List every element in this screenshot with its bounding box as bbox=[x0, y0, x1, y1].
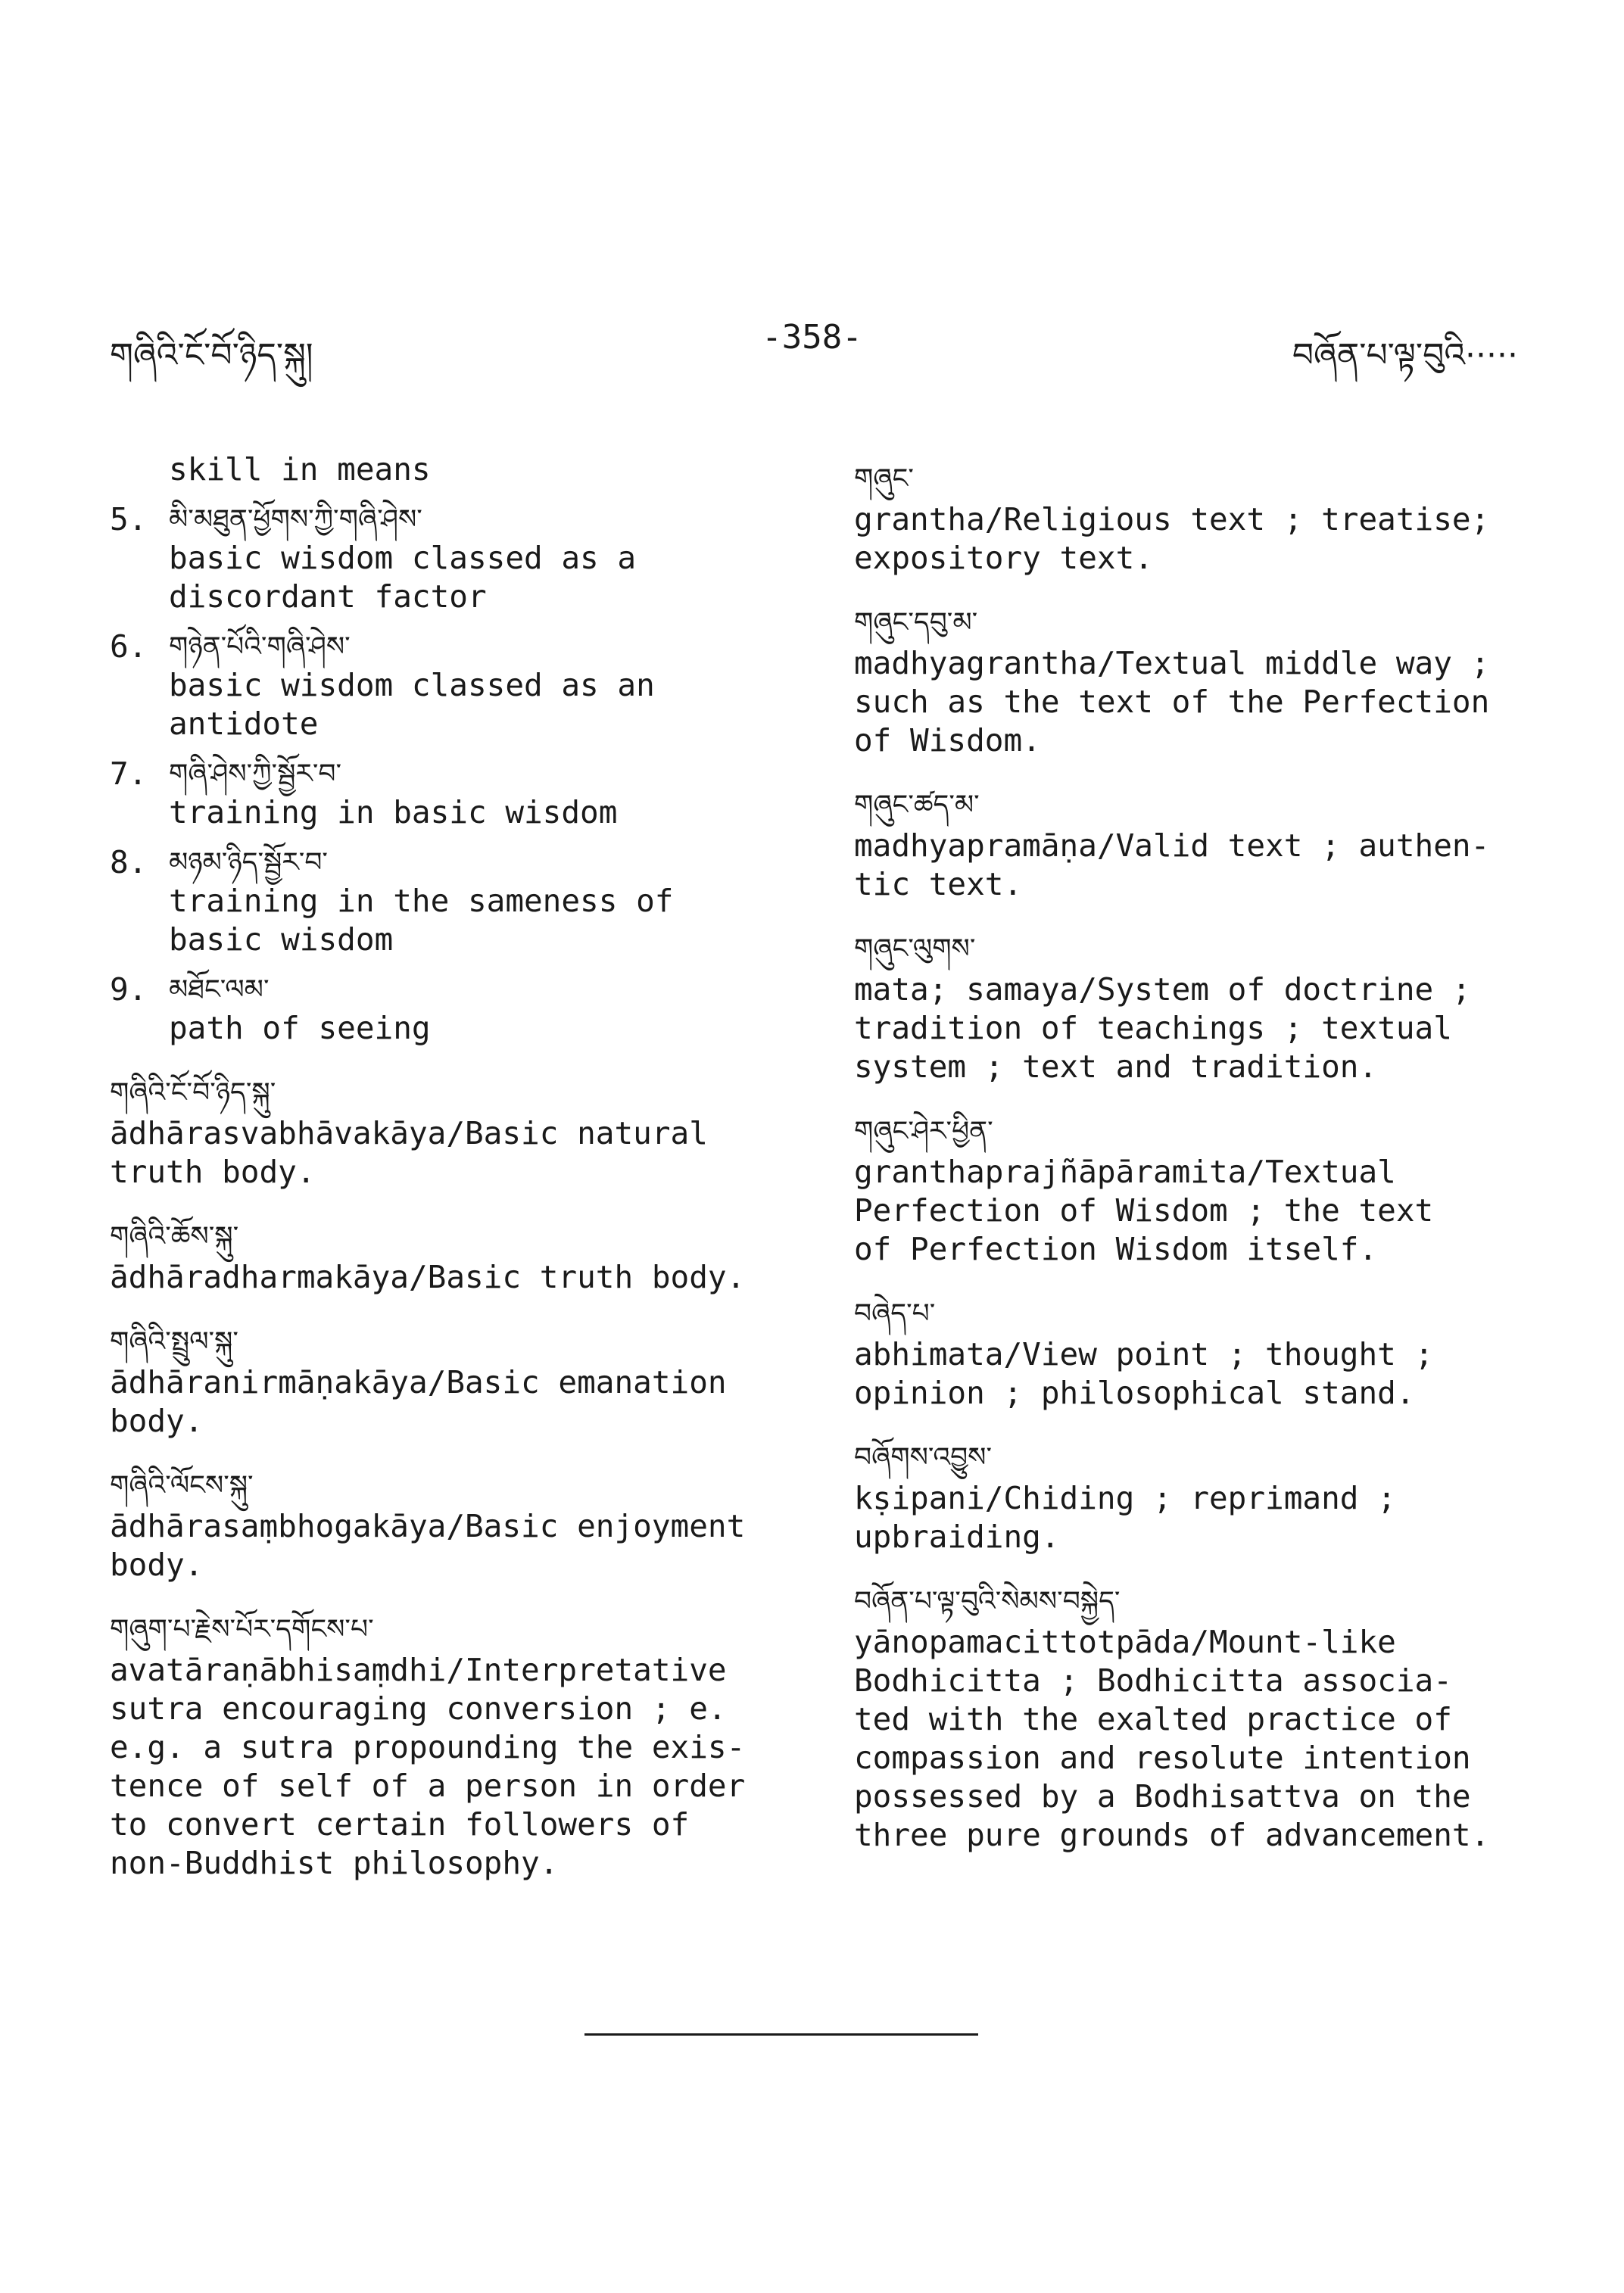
continuation-line: skill in means bbox=[169, 451, 431, 488]
entry-line: e.g. a sutra propounding the exis- bbox=[110, 1729, 746, 1765]
item-gloss-line: path of seeing bbox=[169, 1010, 431, 1046]
entry-headword: གཞུང་དབུ་མ་ bbox=[854, 607, 978, 638]
dictionary-entry bbox=[854, 1285, 1535, 1413]
item-tibetan: གཞི་ཤེས་ཀྱི་སྦྱོར་བ་ bbox=[169, 759, 342, 790]
dictionary-entry bbox=[854, 1573, 1535, 1855]
entry-line: Perfection of Wisdom ; the text bbox=[854, 1192, 1434, 1229]
item-number: 9. bbox=[110, 971, 148, 1008]
item-tibetan: མི་མཐུན་ཕྱོགས་ཀྱི་གཞི་ཤེས་ bbox=[169, 504, 422, 535]
item-gloss-line: basic wisdom bbox=[169, 921, 394, 958]
entry-headword: གཞུང་ཚད་མ་ bbox=[854, 790, 980, 821]
entry-headword: གཞིའི་ངོ་བོ་ཉིད་སྐུ་ bbox=[110, 1077, 276, 1108]
dictionary-entry bbox=[110, 1313, 791, 1441]
entry-line: ādhārasaṃbhogakāya/Basic enjoyment bbox=[110, 1508, 746, 1544]
entry-line: ādhāranirmāṇakāya/Basic emanation bbox=[110, 1364, 727, 1400]
item-gloss-line: training in the sameness of bbox=[169, 883, 674, 919]
item-tibetan: མཐོང་ལམ་ bbox=[169, 974, 270, 1005]
entry-line: of Wisdom. bbox=[854, 722, 1041, 759]
dictionary-entry bbox=[854, 450, 1535, 578]
entry-headword: གཞིའི་སྤྲུལ་སྐུ་ bbox=[110, 1326, 238, 1357]
numbered-item bbox=[110, 959, 791, 1009]
entry-line: abhimata/View point ; thought ; bbox=[854, 1336, 1434, 1372]
dictionary-entry bbox=[854, 594, 1535, 760]
item-tibetan: མཉམ་ཉིད་སྦྱོར་བ་ bbox=[169, 847, 328, 878]
right-column bbox=[854, 450, 1535, 1855]
entry-line: of Perfection Wisdom itself. bbox=[854, 1231, 1378, 1267]
entry-headword: གཞུང་ཤེར་ཕྱིན་ bbox=[854, 1116, 993, 1147]
entry-line: granthaprajñāpāramita/Textual bbox=[854, 1154, 1396, 1190]
entry-line: madhyagrantha/Textual middle way ; bbox=[854, 645, 1490, 681]
entry-line: yānopamacittotpāda/Mount-like bbox=[854, 1624, 1396, 1660]
entry-line: non-Buddhist philosophy. bbox=[110, 1845, 559, 1881]
entry-line: ādhārasvabhāvakāya/Basic natural bbox=[110, 1115, 708, 1151]
entry-line: Bodhicitta ; Bodhicitta associa- bbox=[854, 1662, 1452, 1699]
entry-headword: གཞིའི་ཆོས་སྐུ་ bbox=[110, 1221, 239, 1252]
item-gloss-line: basic wisdom classed as an bbox=[169, 667, 655, 703]
entry-line: ted with the exalted practice of bbox=[854, 1701, 1452, 1737]
item-number: 7. bbox=[110, 756, 148, 792]
entry-line: avatāraṇābhisaṃdhi/Interpretative bbox=[110, 1652, 727, 1688]
entry-line: tence of self of a person in order bbox=[110, 1768, 746, 1804]
entry-headword: གཞུང་ bbox=[854, 463, 914, 494]
entry-line: sutra encouraging conversion ; e. bbox=[110, 1690, 727, 1727]
entry-headword: བཞེད་པ་ bbox=[854, 1298, 936, 1329]
entry-headword: གཞིའི་ལོངས་སྐུ་ bbox=[110, 1470, 254, 1501]
entry-line: compassion and resolute intention bbox=[854, 1740, 1471, 1776]
entry-line: kṣipani/Chiding ; reprimand ; bbox=[854, 1480, 1396, 1516]
dictionary-entry bbox=[110, 1208, 791, 1297]
entry-line: opinion ; philosophical stand. bbox=[854, 1375, 1415, 1411]
entry-line: such as the text of the Perfection bbox=[854, 684, 1490, 720]
item-gloss-line: training in basic wisdom bbox=[169, 794, 618, 830]
entry-line: body. bbox=[110, 1547, 204, 1583]
entry-line: three pure grounds of advancement. bbox=[854, 1817, 1490, 1853]
dictionary-entry bbox=[110, 1601, 791, 1883]
dictionary-entry bbox=[854, 1103, 1535, 1269]
entry-line: body. bbox=[110, 1403, 204, 1439]
entry-line: upbraiding. bbox=[854, 1519, 1060, 1555]
entry-line: truth body. bbox=[110, 1154, 316, 1190]
entry-headword: གཞུང་ལུགས་ bbox=[854, 933, 976, 964]
entry-line: to convert certain followers of bbox=[110, 1806, 690, 1843]
item-gloss-line: antidote bbox=[169, 706, 319, 742]
entry-line: grantha/Religious text ; treatise; bbox=[854, 501, 1490, 537]
running-head-left: གཞིའི་ངོ་བོ་ཉིད་སྐུ། bbox=[110, 336, 313, 375]
numbered-item bbox=[110, 743, 791, 793]
numbered-item bbox=[110, 616, 791, 666]
page-number: -358- bbox=[762, 318, 862, 357]
dictionary-entry bbox=[110, 1457, 791, 1584]
entry-line: tic text. bbox=[854, 866, 1023, 902]
entry-line: ādhāradharmakāya/Basic truth body. bbox=[110, 1259, 746, 1295]
dictionary-entry bbox=[854, 921, 1535, 1086]
entry-line: system ; text and tradition. bbox=[854, 1048, 1378, 1085]
numbered-item bbox=[110, 832, 791, 882]
end-of-page-rule bbox=[584, 2033, 978, 2036]
entry-headword: གཞུག་པ་རྗེས་པོར་དགོངས་པ་ bbox=[110, 1614, 374, 1645]
entry-line: possessed by a Bodhisattva on the bbox=[854, 1778, 1471, 1815]
dictionary-entry bbox=[110, 1064, 791, 1192]
item-gloss-line: discordant factor bbox=[169, 578, 487, 615]
entry-line: madhyapramāṇa/Valid text ; authen- bbox=[854, 827, 1490, 864]
entry-line: expository text. bbox=[854, 540, 1153, 576]
entry-line: mata; samaya/System of doctrine ; bbox=[854, 971, 1471, 1008]
item-number: 8. bbox=[110, 844, 148, 880]
item-gloss-line: basic wisdom classed as a bbox=[169, 540, 637, 576]
item-number: 5. bbox=[110, 501, 148, 537]
dictionary-entry bbox=[854, 777, 1535, 904]
entry-headword: བཞོན་པ་ལྟ་བུའི་སེམས་བསྐྱེད་ bbox=[854, 1586, 1121, 1617]
item-number: 6. bbox=[110, 628, 148, 665]
numbered-item bbox=[110, 489, 791, 539]
running-head-right: བཞོན་པ་ལྟ་བུའི····· bbox=[1292, 336, 1518, 375]
left-column bbox=[110, 450, 791, 1883]
dictionary-entry bbox=[854, 1429, 1535, 1556]
entry-headword: བཞོགས་འབྱུས་ bbox=[854, 1442, 993, 1473]
item-tibetan: གཉེན་པོའི་གཞི་ཤེས་ bbox=[169, 631, 351, 662]
entry-line: tradition of teachings ; textual bbox=[854, 1010, 1452, 1046]
